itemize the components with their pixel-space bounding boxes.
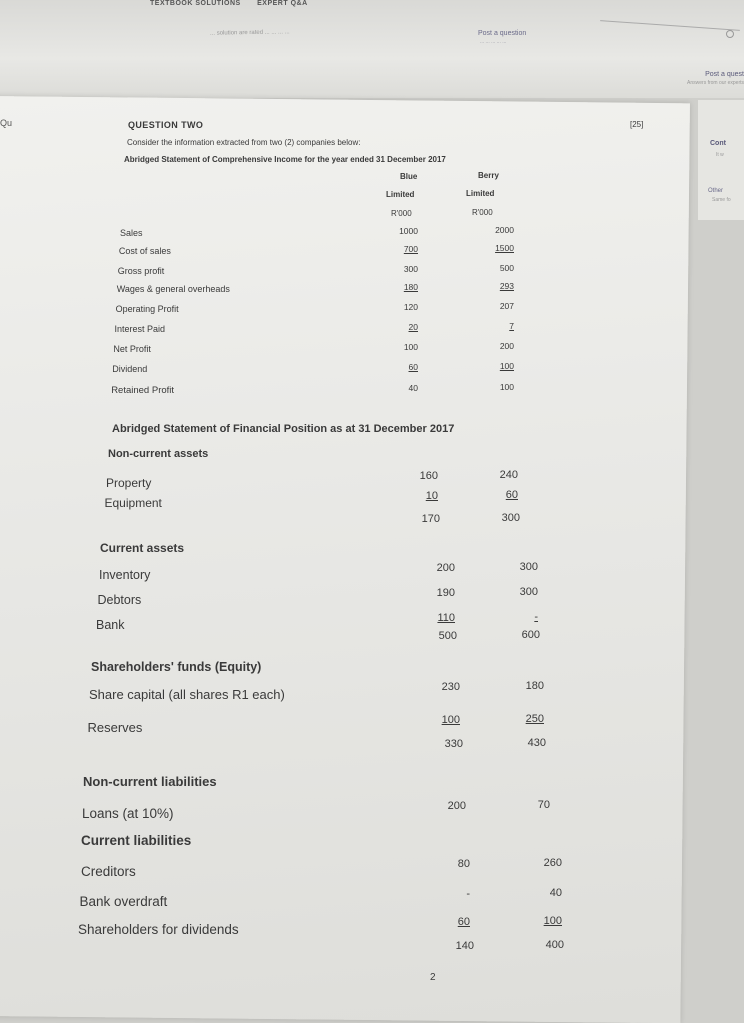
- equity_rows-value-berry: 250: [525, 713, 544, 725]
- col-header-limited-blue: Limited: [386, 190, 415, 199]
- income-value-blue: 180: [403, 282, 418, 292]
- equity_rows-value-berry: 180: [525, 680, 544, 692]
- income-value-blue: 120: [403, 302, 418, 312]
- ca_rows-value-blue: 110: [437, 612, 455, 624]
- right-side-tab: [698, 100, 744, 220]
- post-question-subtext: ... ... ... ... ...: [480, 39, 507, 45]
- cl_rows-value-blue: -: [466, 888, 470, 900]
- income-value-blue: 100: [403, 342, 418, 352]
- non-current-assets-heading: Non-current assets: [108, 448, 209, 460]
- income-row-label: Retained Profit: [111, 385, 175, 396]
- income-row-label: Gross profit: [117, 266, 165, 276]
- income-value-berry: 200: [499, 341, 514, 351]
- nca_total-blue: 170: [421, 513, 440, 525]
- right-post-sub: Answers from our experts: [687, 80, 744, 86]
- page-number: 2: [430, 972, 436, 983]
- cl_rows-value-berry: 40: [549, 887, 562, 899]
- nca_rows-value-berry: 60: [505, 489, 518, 501]
- income-row-label: Dividend: [112, 364, 148, 374]
- col-header-berry: Berry: [478, 171, 499, 180]
- post-question-link[interactable]: Post a question: [478, 30, 527, 37]
- right-cont-label[interactable]: Cont: [710, 140, 726, 147]
- income-value-berry: 207: [499, 301, 514, 311]
- ca_rows-value-blue: 200: [436, 562, 455, 574]
- income-row-label: Operating Profit: [115, 304, 179, 314]
- ncl_rows-value-berry: 70: [537, 799, 550, 811]
- income-value-blue: 40: [408, 383, 418, 393]
- equity_total-berry: 430: [527, 737, 546, 749]
- equity_rows-value-blue: 100: [441, 714, 460, 726]
- ca_total-blue: 500: [438, 630, 457, 642]
- right-other-label[interactable]: Other: [708, 188, 724, 194]
- income-statement-title: Abridged Statement of Comprehensive Income for the year ended 31 December 2017: [124, 155, 446, 164]
- col-unit-berry: R'000: [472, 208, 493, 217]
- income-value-berry: 100: [499, 361, 514, 371]
- nca_rows-label: Property: [106, 476, 152, 490]
- paper-sheet: [0, 96, 690, 1023]
- equity_total-blue: 330: [444, 738, 463, 750]
- cl_total-blue: 140: [455, 940, 474, 952]
- question-intro: Consider the information extracted from two (2) companies below:: [127, 138, 361, 147]
- current-liabilities-heading: Current liabilities: [81, 833, 192, 848]
- income-value-berry: 100: [499, 382, 514, 392]
- ncl_rows-value-blue: 200: [447, 800, 466, 812]
- cl_rows-value-blue: 80: [457, 858, 470, 870]
- income-row-label: Interest Paid: [114, 324, 166, 334]
- income-row-label: Cost of sales: [118, 246, 171, 256]
- nca_total-berry: 300: [501, 512, 520, 524]
- equity_rows-value-blue: 230: [441, 681, 460, 693]
- right-post-question[interactable]: Post a quest: [705, 71, 744, 78]
- income-value-berry: 2000: [495, 225, 514, 235]
- ca_rows-label: Bank: [96, 618, 125, 632]
- equity_rows-label: Share capital (all shares R1 each): [89, 687, 285, 702]
- current-assets-heading: Current assets: [100, 541, 185, 555]
- cl_rows-label: Creditors: [81, 864, 136, 879]
- cl_rows-value-berry: 100: [543, 915, 562, 927]
- cl_rows-value-berry: 260: [543, 857, 562, 869]
- question-heading: QUESTION TWO: [128, 120, 204, 130]
- ca_total-berry: 600: [521, 629, 540, 641]
- site-nav: [150, 0, 322, 7]
- ca_rows-value-berry: 300: [519, 561, 538, 573]
- nav-expert-qa[interactable]: EXPERT Q&A: [257, 0, 308, 7]
- income-value-berry: 1500: [495, 243, 514, 253]
- nav-textbook-solutions[interactable]: TEXTBOOK SOLUTIONS: [150, 0, 241, 7]
- income-row-label: Wages & general overheads: [116, 284, 230, 294]
- equity_rows-label: Reserves: [87, 720, 143, 735]
- income-value-blue: 60: [408, 362, 418, 372]
- income-value-blue: 300: [403, 264, 418, 274]
- right-cont-sub: It w: [716, 152, 724, 158]
- cl_rows-label: Bank overdraft: [79, 894, 168, 909]
- income-row-label: Sales: [120, 228, 143, 238]
- income-value-blue: 20: [408, 322, 418, 332]
- question-marks: [25]: [630, 120, 644, 129]
- ca_rows-label: Debtors: [97, 593, 142, 607]
- search-icon[interactable]: [726, 30, 734, 38]
- nca_rows-label: Equipment: [104, 496, 162, 510]
- ncl_rows-label: Loans (at 10%): [82, 806, 174, 821]
- income-value-blue: 1000: [399, 226, 418, 236]
- ca_rows-label: Inventory: [99, 568, 151, 582]
- cl_rows-label: Shareholders for dividends: [78, 922, 239, 937]
- right-other-sub: Same fo: [712, 197, 731, 203]
- equity-heading: Shareholders' funds (Equity): [91, 660, 262, 674]
- faint-background-text: ... solution are rated ... ... ... ...: [209, 29, 290, 37]
- col-unit-blue: R'000: [391, 209, 412, 218]
- income-value-berry: 293: [499, 281, 514, 291]
- non-current-liabilities-heading: Non-current liabilities: [83, 774, 217, 789]
- nca_rows-value-berry: 240: [499, 469, 518, 481]
- side-partial-label: Qu: [0, 118, 13, 128]
- cl_total-berry: 400: [545, 939, 564, 951]
- nca_rows-value-blue: 10: [425, 490, 438, 502]
- cl_rows-value-blue: 60: [457, 916, 470, 928]
- income-value-berry: 500: [499, 263, 514, 273]
- income-value-berry: 7: [509, 321, 514, 331]
- col-header-blue: Blue: [400, 172, 418, 181]
- nca_rows-value-blue: 160: [419, 470, 438, 482]
- browser-background: [0, 0, 744, 98]
- ca_rows-value-blue: 190: [436, 587, 455, 599]
- position-statement-title: Abridged Statement of Financial Position as at 31 December 2017: [112, 423, 455, 435]
- ca_rows-value-berry: 300: [519, 586, 538, 598]
- income-value-blue: 700: [403, 244, 418, 254]
- ca_rows-value-berry: -: [534, 611, 538, 623]
- col-header-limited-berry: Limited: [466, 189, 495, 198]
- income-row-label: Net Profit: [113, 344, 151, 354]
